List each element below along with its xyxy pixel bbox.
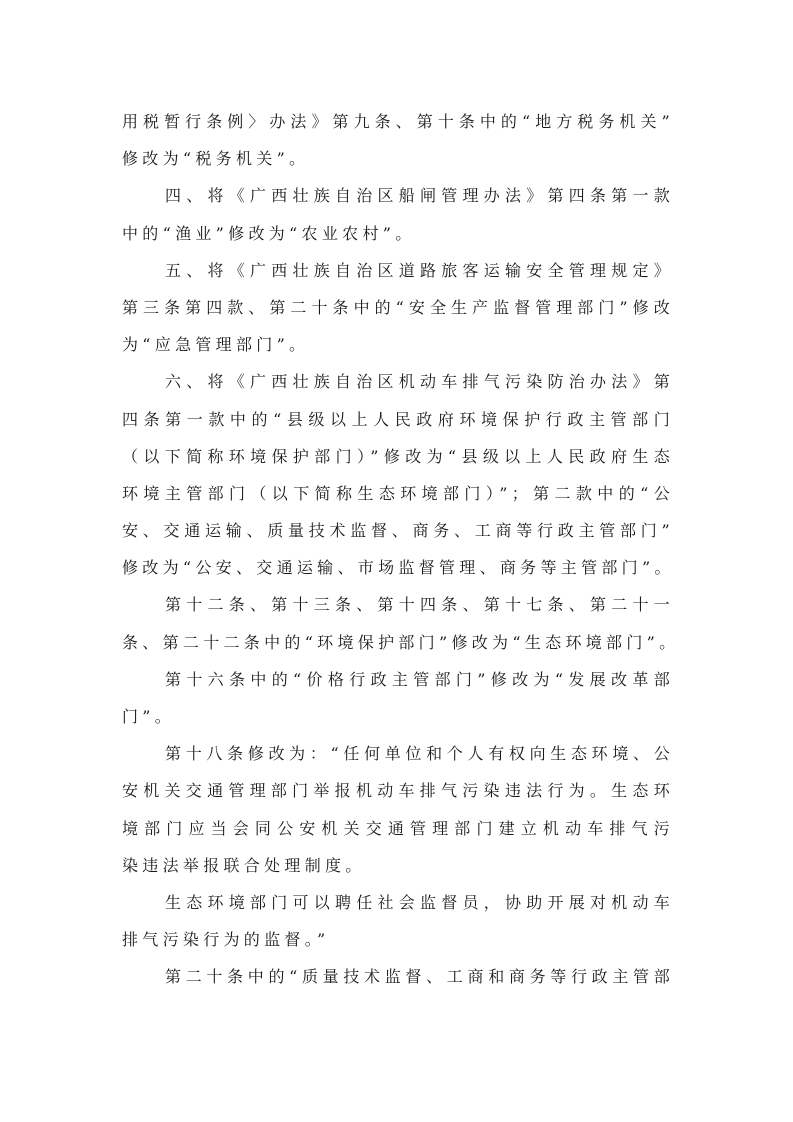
text-line: 第十六条中的“价格行政主管部门”修改为“发展改革部 [165, 669, 674, 689]
text-line: 修改为“税务机关”。 [122, 149, 310, 169]
document-page [122, 103, 680, 996]
text-line: 排气污染行为的监督。” [122, 930, 330, 950]
text-line: 中的“渔业”修改为“农业农村”。 [122, 223, 416, 243]
text-line: 用税暂行条例〉办法》第九条、第十条中的“地方税务机关” [122, 112, 674, 131]
text-line: 生态环境部门可以聘任社会监督员，协助开展对机动车 [165, 892, 674, 912]
text-line: 染违法举报联合处理制度。 [122, 855, 366, 875]
text-line: 第二十条中的“质量技术监督、工商和商务等行政主管部 [165, 967, 674, 987]
text-line: 第十八条修改为：“任何单位和个人有权向生态环境、公 [165, 744, 674, 764]
text-line: 门”。 [122, 707, 176, 726]
text-line: 第三条第四款、第二十条中的“安全生产监督管理部门”修改 [122, 297, 674, 317]
text-line: （以下简称环境保护部门）”修改为“县级以上人民政府生态 [122, 446, 674, 466]
text-line: 安机关交通管理部门举报机动车排气污染违法行为。生态环 [122, 781, 674, 801]
text-line: 为“应急管理部门”。 [122, 335, 310, 355]
text-line: 四条第一款中的“县级以上人民政府环境保护行政主管部门 [122, 409, 674, 429]
text-line: 四、将《广西壮族自治区船闸管理办法》第四条第一款 [165, 186, 674, 206]
text-line: 条、第二十二条中的“环境保护部门”修改为“生态环境部门”。 [122, 632, 680, 652]
text-line: 五、将《广西壮族自治区道路旅客运输安全管理规定》 [165, 260, 674, 280]
text-line: 境部门应当会同公安机关交通管理部门建立机动车排气污 [122, 818, 674, 838]
text-line: 环境主管部门（以下简称生态环境部门）”；第二款中的“公 [122, 483, 674, 503]
text-line: 安、交通运输、质量技术监督、商务、工商等行政主管部门” [122, 521, 674, 541]
text-line: 修改为“公安、交通运输、市场监督管理、商务等主管部门”。 [122, 558, 675, 578]
text-line: 第十二条、第十三条、第十四条、第十七条、第二十一 [165, 595, 674, 615]
text-line: 六、将《广西壮族自治区机动车排气污染防治办法》第 [165, 372, 674, 392]
